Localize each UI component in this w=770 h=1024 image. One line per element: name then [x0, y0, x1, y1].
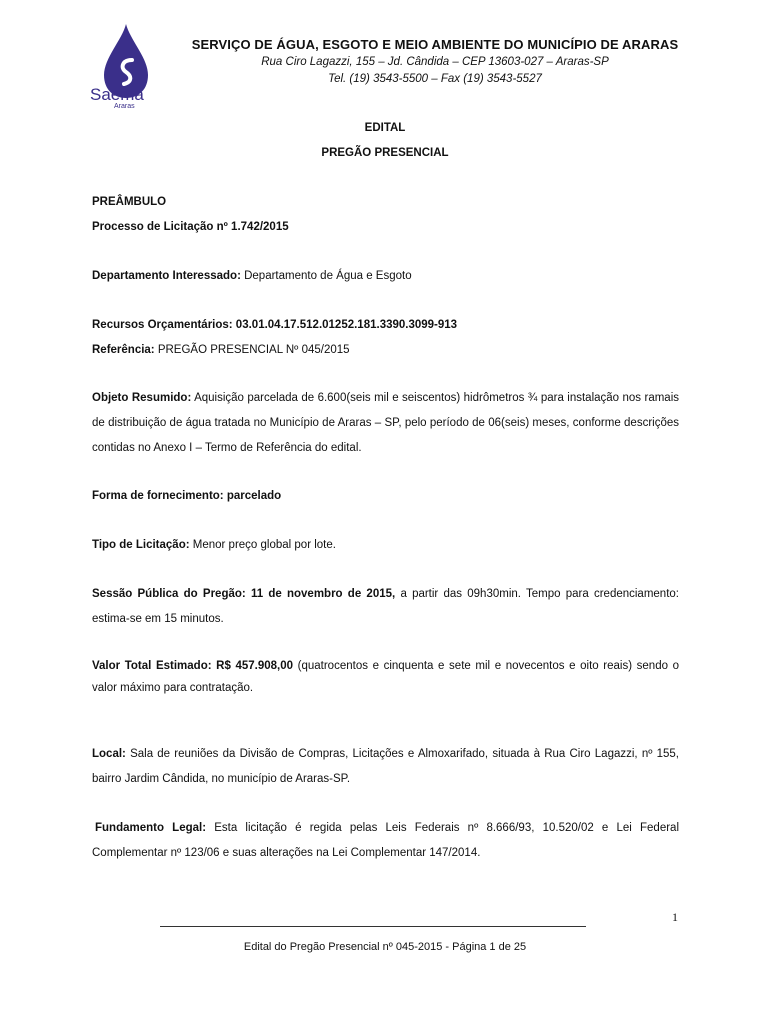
type-line	[92, 533, 679, 558]
resources-line: Recursos Orçamentários: 03.01.04.17.512.01252.181.3390.3099-913	[92, 319, 458, 331]
object-paragraph	[92, 386, 679, 461]
value-label: Valor Total Estimado: R$ 457.908,00	[92, 660, 294, 672]
local-paragraph	[92, 742, 679, 792]
header-phone: Tel. (19) 3543-5500 – Fax (19) 3543-5527	[328, 73, 542, 85]
svg-text:Araras: Araras	[114, 103, 135, 110]
type-value: Menor preço global por lote.	[189, 539, 336, 551]
legal-label: Fundamento Legal:	[95, 822, 207, 834]
department-line	[92, 264, 679, 289]
session-value: a partir das 09h30min. Tempo para credenciamento: estima-se em 15 minutos.	[92, 588, 679, 625]
type-label: Tipo de Licitação:	[92, 539, 190, 551]
doc-title: EDITAL	[364, 122, 406, 134]
session-paragraph	[92, 582, 679, 632]
header-address: Rua Ciro Lagazzi, 155 – Jd. Cândida – CEP 13603-027 – Araras-SP	[261, 56, 609, 68]
page-number: 1	[672, 910, 678, 924]
reference-label: Referência:	[92, 344, 155, 356]
session-label: Sessão Pública do Pregão: 11 de novembro de 2015,	[92, 588, 396, 600]
object-label: Objeto Resumido:	[92, 392, 192, 404]
footer-divider	[160, 926, 586, 927]
value-paragraph	[92, 655, 679, 699]
local-label: Local:	[92, 748, 126, 760]
header-title: SERVIÇO DE ÁGUA, ESGOTO E MEIO AMBIENTE DO MUNICÍPIO DE ARARAS	[191, 37, 679, 52]
value-value: (quatrocentos e cinquenta e sete mil e novecentos e oito reais) sendo o valor máximo para contratação.	[92, 660, 679, 694]
footer-text: Edital do Pregão Presencial nº 045-2015 - Página 1 de 25	[243, 941, 527, 953]
reference-value: PREGÃO PRESENCIAL Nº 045/2015	[154, 344, 350, 356]
svg-text:Saema: Saema	[90, 85, 144, 104]
saema-logo	[88, 20, 170, 112]
doc-subtitle: PREGÃO PRESENCIAL	[321, 147, 449, 159]
reference-line	[92, 338, 679, 363]
legal-paragraph	[92, 816, 679, 866]
process-number: Processo de Licitação nº 1.742/2015	[92, 221, 289, 233]
local-value: Sala de reuniões da Divisão de Compras, Licitações e Almoxarifado, situada à Rua Ciro Lagazzi, nº 155, bairro Jardim Cândida, no município de Araras-SP.	[92, 748, 679, 785]
object-value: Aquisição parcelada de 6.600(seis mil e seiscentos) hidrômetros ¾ para instalação nos ramais de distribuição de água tratada no Município de Araras – SP, pelo período de 06(seis) meses, conforme descrições contidas no Anexo I – Termo de Referência do edital.	[92, 392, 680, 454]
preamble-heading: PREÂMBULO	[92, 196, 167, 208]
water-drop-logo-icon	[88, 20, 170, 112]
supply-line: Forma de fornecimento: parcelado	[92, 490, 282, 502]
department-label: Departamento Interessado:	[92, 270, 241, 282]
department-value: Departamento de Água e Esgoto	[240, 270, 412, 282]
legal-value: Esta licitação é regida pelas Leis Federais nº 8.666/93, 10.520/02 e Lei Federal Complementar nº 123/06 e suas alterações na Lei Complementar 147/2014.	[92, 822, 679, 859]
